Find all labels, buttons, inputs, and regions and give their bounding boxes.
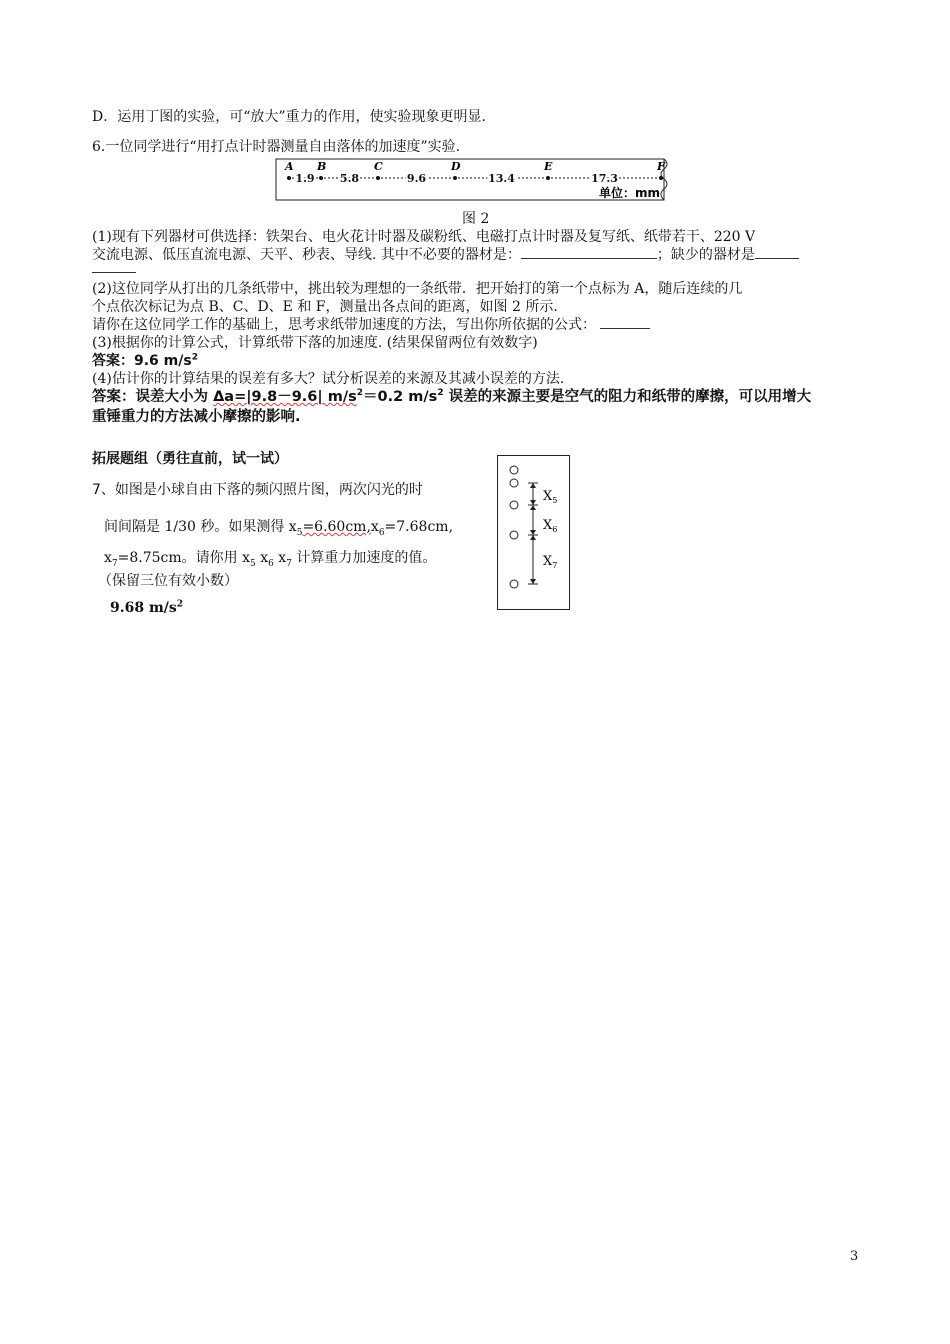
label-x7: $X_7$ [543,554,558,570]
flash-photo-figure [497,455,571,611]
q7-line2: 间间隔是 1/30 秒。如果测得 $x_5=6.60cm,x_6=7.68cm$, [104,519,454,538]
paper-tape-figure [275,156,675,204]
tape-point-label-F: F [657,160,665,173]
tape-point-label-D: D [451,160,461,173]
figure-2-caption: 图 2 [462,211,490,227]
ball-3 [510,501,518,509]
blank-formula[interactable] [600,316,650,329]
q6-part2-line1: (2)这位同学从打出的几条纸带中，挑出较为理想的一条纸带．把开始打的第一个点标为 A，随后连续的几 [92,281,743,297]
q6-part1-line1: (1)现有下列器材可供选择：铁架台、电火花计时器及碳粉纸、电磁打点计时器及复写纸、纸带若干、220 V [92,229,756,245]
tape-dot-C [376,176,380,180]
ball-1 [510,466,518,474]
tape-segment-value-2: 9.6 [406,172,427,185]
blank-missing-equipment-cont [92,260,136,278]
q6-part4: (4)估计你的计算结果的误差有多大？试分析误差的来源及其减小误差的方法. [92,371,565,387]
q6-part1-text-b: ；缺少的器材是 [656,247,755,263]
q6-answer3: 答案：9.6 $m/s^2$ [92,352,198,369]
answer4-formula: Δa=|9.8－9.6| m/s [213,389,357,405]
q5-option-d: D．运用丁图的实验，可“放大”重力的作用，使实验现象更明显. [92,109,486,125]
label-x5: $X_5$ [543,489,558,505]
tape-dot-D [453,176,457,180]
tape-dot-E [546,176,550,180]
q7-line3: $x_7=8.75cm$。请你用 $x_5$ $x_6$ $x_7$ 计算重力加速度的值。 [104,550,437,569]
q7-answer: 9.68 $m/s^2$ [110,599,184,616]
ball-5 [510,580,518,588]
q6-part1-line2 [92,246,799,264]
blank-missing-equipment[interactable] [755,246,799,259]
page-number: 3 [850,1249,859,1264]
tape-segment-value-3: 13.4 [488,172,515,185]
tape-point-label-C: C [374,160,383,173]
tape-segment-value-0: 1.9 [295,172,315,185]
q6-answer4-line2: 重锤重力的方法减小摩擦的影响. [92,409,301,425]
ball-2 [510,479,518,487]
q6-part2-text: 请你在这位同学工作的基础上，思考求纸带加速度的方法，写出你所依据的公式： [92,317,596,333]
tape-dot-F [659,176,663,180]
ball-4 [510,531,518,539]
tape-segment-value-4: 17.3 [591,172,618,185]
tape-dot-A [287,176,291,180]
q6-part3: (3)根据你的计算公式，计算纸带下落的加速度. (结果保留两位有效数字) [92,335,538,351]
label-x6: $X_6$ [543,518,558,534]
section-title: 拓展题组（勇往直前，试一试） [92,451,288,467]
q6-part2-line2: 个点依次标记为点 B、C、D、E 和 F，测量出各点间的距离，如图 2 所示. [92,299,558,315]
tape-dot-B [319,176,323,180]
q7-line4: （保留三位有效小数） [98,573,238,589]
tape-point-label-A: A [285,160,294,173]
q6-part2-line3 [92,316,650,334]
tape-segment-value-1: 5.8 [339,172,360,185]
q6-part1-text-a: 交流电源、低压直流电源、天平、秒表、导线. 其中不必要的器材是： [92,247,521,263]
blank-unneeded-equipment[interactable] [521,246,657,259]
q6-stem: 6.一位同学进行“用打点计时器测量自由落体的加速度”实验. [92,139,461,155]
q6-answer4-line1: 答案：误差大小为 Δa=|9.8－9.6| $m/s^2=0.2$ $m/s^2$ 误差的来源主要是空气的阻力和纸带的摩擦，可以用增大 [92,388,812,405]
tape-unit: 单位：mm [599,186,661,200]
tape-point-label-B: B [317,160,327,173]
q7-line1: 7、如图是小球自由下落的频闪照片图，两次闪光的时 [92,482,423,498]
tape-point-label-E: E [544,160,553,173]
